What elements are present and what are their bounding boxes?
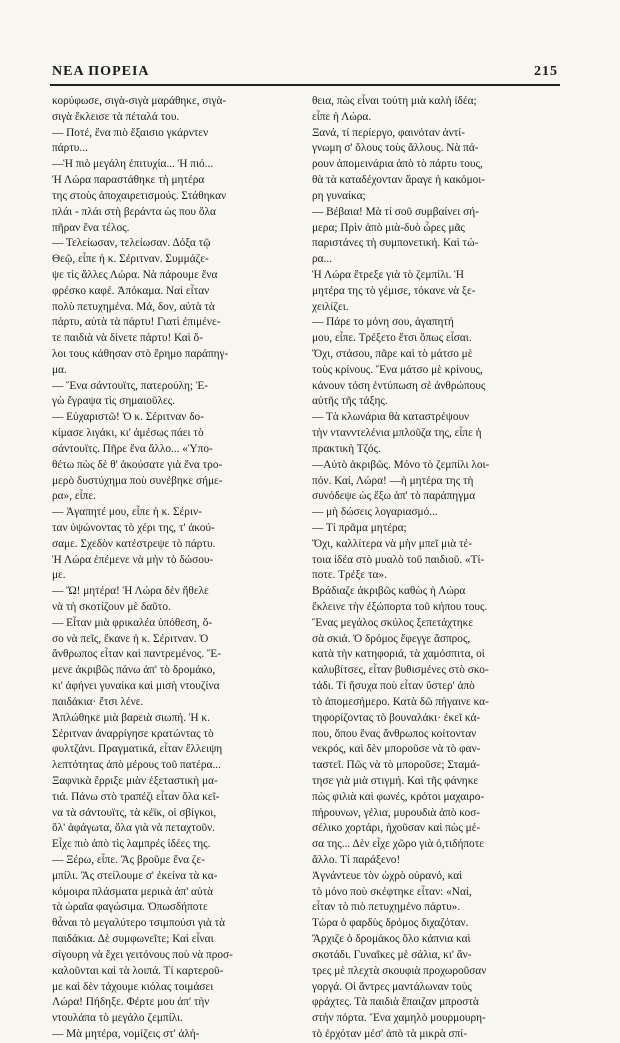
text-line: — Ὤ! μητέρα! Ἡ Λώρα δὲν ἤθελε: [52, 585, 209, 598]
text-line: μου, εἶπε. Τρέξετο ἔτσι ὅπως εἶσαι.: [312, 332, 472, 345]
text-line: κόμοιρα πλάσματα μερικὰ ἀπ' αὐτὰ: [52, 885, 214, 898]
text-line: τὸ ἐρχόταν μέσ' ἀπὸ τὰ μικρὰ σπί-: [312, 1027, 468, 1040]
text-line: με καὶ δὲν τάχουμε κιόλας τοιμάσει: [52, 980, 214, 993]
text-line: μενε ἀκριβῶς πάνω ἀπ' τὸ δρομάκο,: [52, 664, 216, 677]
text-line: νεκρός, καὶ δὲν μποροῦσε νὰ τὸ φαν-: [312, 743, 481, 756]
text-line: παιδάκια· ἔτσι λένε.: [52, 695, 144, 708]
text-line: ταστεῖ. Πῶς νὰ τὸ μποροῦσε; Σταμά-: [312, 759, 480, 772]
text-line: Ἕνας μεγάλος σκύλος ξεπετάχτηκε: [312, 616, 474, 629]
text-line: ἔκλεινε τὴν ἐξώπορτα τοῦ κήπου τους.: [312, 601, 488, 613]
text-line: Ἡ Λώρα ἐπέμενε νὰ μὴν τὸ δώσου-: [52, 553, 214, 566]
text-line: πρακτικὴ Τζός.: [312, 442, 381, 455]
text-line: ὅλ' ἀφάγωτα, ὅλα γιὰ νὰ πεταχτοῦν.: [52, 822, 216, 835]
text-line: ψε τὶς ἄλλες Λώρα. Νὰ πάρουμε ἕνα: [52, 268, 218, 281]
text-line: — Ποτέ, ἕνα πιὸ ἔξαισιο γκάρντεν: [52, 126, 209, 139]
text-line: τιά. Πάνω στὸ τραπέζι εἶταν ὅλα κεῖ-: [52, 790, 220, 803]
text-line: — Τὰ κλωνάρια θὰ καταστρέψουν: [312, 411, 470, 424]
text-line: θἆναι τὸ μεγαλύτερο τσιμπούσι γιὰ τὰ: [52, 917, 226, 930]
text-line: —Αὐτὸ ἀκριβῶς. Μόνο τὸ ζεμπίλι λοι-: [312, 458, 490, 471]
text-line: τὰ ὡραῖα φαγώσιμα. Ὁπωσδήποτε: [52, 901, 208, 914]
text-line: σιγὰ ἔκλεισε τὰ πέταλά του.: [52, 110, 180, 123]
text-line: της στοὺς ἀποχαιρετισμούς. Στάθηκαν: [52, 189, 227, 202]
text-line: καλοῦνται καὶ τὰ λοιπά. Τί καρτεροῦ-: [52, 964, 224, 977]
text-line: λοι τους κάθησαν στὸ ἔρημο παράπηγ-: [52, 348, 229, 360]
text-line: Βράδιαζε ἀκριβῶς καθὼς ἡ Λώρα: [312, 585, 466, 598]
text-line: χειλίζει.: [312, 300, 349, 313]
text-line: αὐτῆς τῆς τάξης.: [312, 395, 388, 408]
text-line: πολὺ πετυχημένα. Μά, δον, αὐτὰ τὰ: [52, 300, 215, 313]
text-line: σκοτάδι. Γυναῖκες μὲ σάλια, κι' ἄν-: [312, 948, 472, 961]
text-line: Ἡ Λώρα ἔτρεξε γιὰ τὸ ζεμπίλι. Ἡ: [312, 268, 464, 281]
text-line: Ἡ Λώρα παραστάθηκε τὴ μητέρα: [52, 174, 205, 187]
text-line: σάντουϊτς. Πῆρε ἕνα ἄλλο... «Ὑπο-: [52, 442, 213, 455]
text-line: να τὰ σάντουϊτς, τὰ κέϊκ, οἱ σβίγκοι,: [52, 806, 217, 819]
text-line: πήρουνων, γέλια, μυρουδιὰ ἀπὸ κοσ-: [312, 806, 481, 819]
text-line: στὴν πόρτα. Ἕνα χαμηλὸ μουρμουρη-: [312, 1012, 486, 1025]
text-line: τρες μὲ πλεχτὰ σκουφιὰ προχωροῦσαν: [312, 964, 487, 977]
text-line: Ξαφνικὰ ἔρριξε μιὰν ἐξεταστικὴ μα-: [52, 774, 218, 787]
text-line: — Ἀγαπητέ μου, εἶπε ἡ κ. Σέριν-: [52, 506, 202, 519]
text-line: ἄλλο. Τί παράξενο!: [312, 854, 401, 866]
text-line: ρα...: [312, 253, 333, 266]
text-line: γοργά. Οἱ ἄντρες μαντάλωναν τοὺς: [312, 980, 472, 993]
right-text-column: [312, 94, 558, 1043]
text-line: — Μὰ μητέρα, νομίζεις στ' ἀλή-: [52, 1027, 200, 1040]
text-line: — Ξέρω, εἶπε. Ἂς βροῦμε ἕνα ζε-: [52, 854, 205, 866]
text-line: — Βέβαια! Μὰ τί σοῦ συμβαίνει σή-: [312, 205, 479, 218]
text-line: — Πάρε το μόνη σου, ἀγαπητή: [312, 316, 454, 329]
text-line: ποτε. Τρέξε τα».: [312, 569, 387, 582]
text-line: Λώρα! Πήδηξε. Φέρτε μου ἀπ' τὴν: [52, 996, 210, 1009]
text-line: μα.: [52, 363, 67, 376]
text-line: ρα», εἶπε.: [52, 490, 96, 503]
text-line: θέτω πὼς δὲ θ' ἀκούσατε γιὰ ἕνα τρο-: [52, 458, 223, 471]
text-line: γνωμη σ' ὅλους τοὺς ἄλλους. Νὰ πά-: [312, 142, 479, 155]
text-line: φυλτζάνι. Πραγματικά, εἶταν ἔλλειψη: [52, 743, 223, 756]
text-line: ντουλάπα τὸ μεγάλο ζεμπίλι.: [52, 1012, 183, 1025]
text-line: Ἄρχιζε ὁ δρομάκος ὅλο κάπνια καὶ: [312, 933, 471, 946]
text-line: τὸ ἀπομεσήμερο. Κατὰ δῶ πήγαινε κα-: [312, 695, 489, 708]
text-line: τηφορίζοντας τὸ βουναλάκι· ἐκεῖ κά-: [312, 711, 481, 724]
text-line: παιδάκια. Δὲ συμφωνεῖτε; Καὶ εἶναι: [52, 933, 214, 946]
text-line: σο νὰ πεῖς, ἔκανε ἡ κ. Σέριτναν. Ὁ: [52, 632, 209, 645]
text-line: πάρτυ, αὐτὰ τὰ πάρτυ! Γιατὶ ἐπιμένε-: [52, 316, 221, 329]
text-line: κάνουν τόση ἐντύπωση σὲ ἀνθρώπους: [312, 379, 486, 392]
text-line: ρη γυναίκα;: [312, 189, 366, 202]
journal-title: ΝΕΑ ΠΟΡΕΙΑ: [52, 64, 150, 79]
text-line: σέλικο χορτάρι, ἠχοῦσαν καὶ πὼς μέ-: [312, 822, 481, 835]
text-line: λεπτότητας ἀπὸ μέρους τοῦ πατέρα...: [52, 759, 221, 772]
text-line: Ξανά, τί περίεργο, φαινόταν ἀντί-: [312, 126, 466, 139]
text-line: μπίλι. Ἂς στείλουμε σ' ἐκείνα τὰ κα-: [52, 869, 218, 882]
text-line: τὸ μόνο ποὺ σκέφτηκε εἶταν: «Ναί,: [312, 885, 472, 898]
text-line: πὼς φιλιὰ καὶ φωνές, κρότοι μαχαιρο-: [312, 790, 485, 803]
text-line: σὰ σκιά. Ὁ δρόμος ἔφεγγε ἄσπρος,: [312, 632, 471, 645]
text-line: Ὄχι, καλλίτερα νὰ μὴν μπεῖ μιὰ τέ-: [312, 537, 473, 550]
text-line: φρέσκο καφέ. Ἀπόκαμα. Ναὶ εἶταν: [52, 284, 210, 297]
text-line: πόν. Καί, Λώρα! —ἡ μητέρα της τὴ: [312, 474, 474, 487]
text-line: συνόδεψε ὡς ἔξω ἀπ' τὸ παράπηγμα: [312, 490, 476, 503]
text-line: εἶταν τὸ πιὸ πετυχημένο πάρτυ».: [312, 901, 461, 914]
text-line: ρουν ἀπομεινάρια ἀπὸ τὸ πάρτυ τους,: [312, 158, 483, 171]
text-line: που, ὅπου ἕνας ἄνθρωπος κοίτονταν: [312, 727, 477, 740]
header-rule: [50, 84, 560, 86]
text-line: — Ἕνα σάντουϊτς, πατερούλη; Ἐ-: [52, 379, 209, 392]
text-line: τησε γιὰ μιὰ στιγμή. Καὶ τῆς φάνηκε: [312, 774, 479, 787]
text-line: — Τί πρᾶμα μητέρα;: [312, 521, 407, 534]
text-line: κι' ἀφήνει γυναίκα καὶ μισὴ ντουζίνα: [52, 680, 220, 693]
text-line: τοὺς κρίνους. Ἕνα μάτσο μὲ κρίνους,: [312, 363, 483, 376]
text-line: Σέριτναν ἀναρρίγησε κρατώντας τὸ: [52, 727, 214, 740]
text-line: φράχτες. Τὰ παιδιὰ ἔπαιζαν μπροστὰ: [312, 996, 479, 1009]
running-header: [52, 64, 558, 80]
text-line: νὰ τὴ σκοτίζουν μὲ δαῦτο.: [52, 601, 171, 613]
text-line: — Τελείωσαν, τελείωσαν. Δόξα τῷ: [52, 237, 211, 250]
text-line: πλάι - πλάι στὴ βεράντα ὡς που ὅλα: [52, 205, 216, 218]
text-line: γὼ ἔγραψα τὶς σημαιοῦλες.: [52, 395, 176, 408]
text-line: σα της... Δὲν εἶχε χῶρο γιὰ ὁ,τιδήποτε: [312, 838, 484, 851]
text-line: Θεῷ, εἶπε ἡ κ. Σέριτναν. Συμμάζε-: [52, 253, 209, 266]
text-line: πάρτυ...: [52, 142, 88, 155]
text-line: Ἀγνάντευε τὸν ὠχρὸ οὐρανό, καὶ: [312, 869, 463, 882]
text-line: τάδι. Τί ἥσυχα ποὺ εἶταν ὕστερ' ἀπὸ: [312, 680, 475, 693]
text-line: κατὰ τὴν κατηφοριά, τὰ χαμόσπιτα, οἱ: [312, 648, 485, 661]
text-line: με.: [52, 569, 66, 582]
text-line: Ἀπλώθηκε μιὰ βαρειὰ σιωπή. Ἡ κ.: [52, 711, 210, 724]
text-line: παριστάνες τὴ συμπονετική. Καὶ τώ-: [312, 237, 479, 250]
text-line: πῆραν ἕνα τέλος.: [52, 221, 130, 234]
text-line: τὴν ντανντελένια μπλοῦζα της, εἶπε ἡ: [312, 427, 482, 440]
text-line: θεια, πὼς εἶναι τούτη μιὰ καλὴ ἰδέα;: [312, 95, 477, 107]
text-line: κίμασε λιγάκι, κι' ἀμέσως πάει τὸ: [52, 427, 204, 440]
text-line: εἶπε ἡ Λώρα.: [312, 110, 372, 123]
page-number: 215: [534, 64, 558, 79]
text-line: θὰ τὰ καταδέχονταν ἄραγε ἡ κακόμοι-: [312, 174, 486, 187]
text-line: σαμε. Σχεδὸν κατέστρεψε τὸ πάρτυ.: [52, 537, 216, 550]
text-line: Εἶχε πιὸ ἀπὸ τὶς λαμπρές ἰδέες της.: [52, 838, 211, 851]
text-line: μητέρα της τὸ γέμισε, τόκανε νὰ ξε-: [312, 284, 476, 297]
text-line: καλυβίτσες, εἶταν βυθισμένες στὸ σκο-: [312, 664, 489, 677]
text-line: κορύφωσε, σιγὰ-σιγὰ μαράθηκε, σιγὰ-: [52, 95, 227, 107]
text-line: Ὄχι, στάσου, πᾶρε καὶ τὸ μάτσο μὲ: [312, 348, 473, 360]
text-line: μερὸ δυστύχημα ποὺ συνέβηκε σήμε-: [52, 474, 223, 487]
text-line: Τώρα ὁ φαρδὺς δρόμος διχαζόταν.: [312, 917, 469, 930]
text-line: ταν ὑψώνοντας τὸ χέρι της, τ' ἀκού-: [52, 521, 215, 534]
text-line: — μὴ δώσεις λογαριασμό...: [312, 506, 438, 519]
text-line: ἄνθρωπος εἶταν καὶ παντρεμένος. Ἔ-: [52, 648, 222, 661]
text-line: μερα; Πρὶν ἀπὸ μιὰ-δυὸ ὧρες μᾶς: [312, 221, 465, 234]
text-line: τοια ἰδέα στὸ μυαλὸ τοῦ παιδιοῦ. «Τί-: [312, 553, 485, 566]
text-line: — Εἶταν μιὰ φρικαλέα ὑπόθεση, ὅ-: [52, 616, 213, 629]
text-line: —Ἡ πιὸ μεγάλη ἐπιτυχία... Ἡ πιό...: [52, 158, 214, 171]
text-line: τε παιδιὰ νὰ δίνετε πάρτυ! Καὶ ὅ-: [52, 332, 203, 345]
left-text-column: [52, 94, 298, 1043]
text-line: σίγουρη νὰ ἔχει γειτόνους ποὺ νὰ προσ-: [52, 948, 233, 961]
text-line: — Εὐχαριστῶ! Ὁ κ. Σέριτναν δο-: [52, 411, 204, 424]
